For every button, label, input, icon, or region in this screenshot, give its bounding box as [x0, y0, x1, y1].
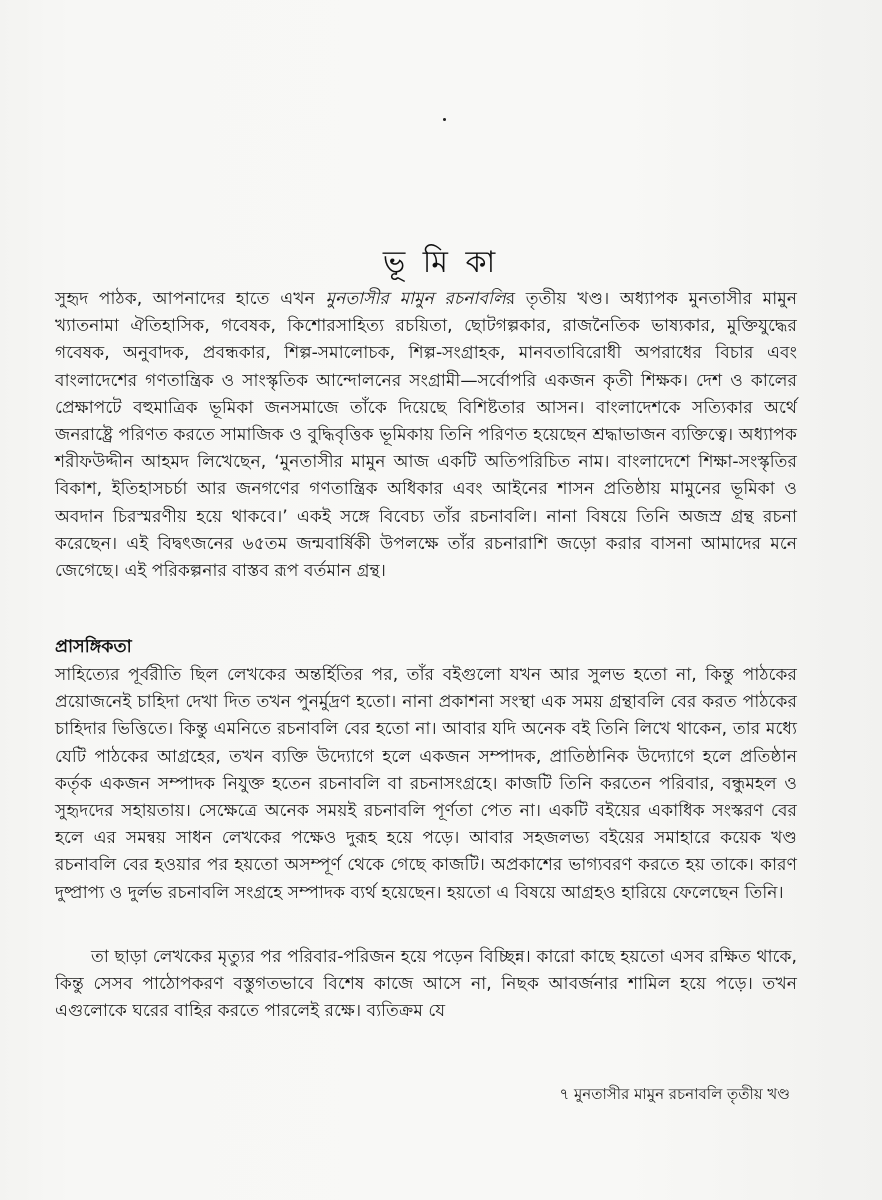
book-title-italic: মুনতাসীর মামুন রচনাবলি [325, 289, 506, 309]
intro-text-rest: র তৃতীয় খণ্ড। অধ্যাপক মুনতাসীর মামুন খ্যাতনামা ঐতিহাসিক, গবেষক, কিশোরসাহিত্য রচয়িতা, ছোটগল্পকার, রাজনৈতিক ভাষ্যকার, মুক্তিযুদ্ধের গবেষক, অনুবাদক, প্রবন্ধকার, শিল্প-সমালোচক, শিল্প-সংগ্রাহক, মানবতাবিরোধী অপরাধের বিচার এবং বাংলাদেশের গণতান্ত্রিক ও সাংস্কৃতিক আন্দোলনের সংগ্রামী—সর্বোপরি একজন কৃতী শিক্ষক। দেশ ও কালের প্রেক্ষাপটে বহুমাত্রিক ভূমিকা জনসমাজে তাঁকে দিয়েছে বিশিষ্টতার আসন। বাংলাদেশকে সত্যিকার অর্থে জনরাষ্ট্রে পরিণত করতে সামাজিক ও বুদ্ধিবৃত্তিক ভূমিকায় তিনি পরিণত হয়েছেন শ্রদ্ধাভাজন ব্যক্তিত্বে। অধ্যাপক শরীফউদ্দীন আহমদ লিখেছেন, ‘মুনতাসীর মামুন আজ একটি অতিপরিচিত নাম। বাংলাদেশে শিক্ষা-সংস্কৃতির বিকাশ, ইতিহাসচর্চা আর জনগণের গণতান্ত্রিক অধিকার এবং আইনের শাসন প্রতিষ্ঠায় মামুনের ভূমিকা ও অবদান চিরস্মরণীয় হয়ে থাকবে।’ একই সঙ্গে বিবেচ্য তাঁর রচনাবলি। নানা বিষয়ে তিনি অজস্র গ্রন্থ রচনা করেছেন। এই বিদ্বৎজনের ৬৫তম জন্মবার্ষিকী উপলক্ষে তাঁর রচনারাশি জড়ো করার বাসনা আমাদের মনে জেগেছে। এই পরিকল্পনার বাস্তব রূপ বর্তমান গ্রন্থ। [55, 289, 798, 582]
next-paragraph: তা ছাড়া লেখকের মৃত্যুর পর পরিবার-পরিজন হয়ে পড়েন বিচ্ছিন্ন। কারো কাছে হয়তো এসব রক্ষিত থাকে, কিন্তু সেসব পাঠোপকরণ বস্তুগতভাবে বিশেষ কাজে আসে না, নিছক আবর্জনার শামিল হয়ে পড়ে। তখন এগুলোকে ঘরের বাহির করতে পারলেই রক্ষে। ব্যতিক্রম যে [55, 947, 797, 1022]
section-heading: প্রাসঙ্গিকতা [55, 637, 132, 657]
intro-text-start: সুহৃদ পাঠক, আপনাদের হাতে এখন [55, 289, 326, 309]
ink-dot [443, 118, 446, 121]
page-title: ভূ মি কা [382, 245, 500, 280]
section-paragraph: সাহিত্যের পূর্বরীতি ছিল লেখকের অন্তর্হিতির পর, তাঁর বইগুলো যখন আর সুলভ হতো না, কিন্তু পাঠকের প্রয়োজনেই চাহিদা দেখা দিত তখন পুনর্মুদ্রণ হতো। নানা প্রকাশনা সংস্থা এক সময় গ্রন্থাবলি বের করত পাঠকের চাহিদার ভিত্তিতে। কিন্তু এমনিতে রচনাবলি বের হতো না। আবার যদি অনেক বই তিনি লিখে থাকেন, তার মধ্যে যেটি পাঠকের আগ্রহের, তখন ব্যক্তি উদ্যোগে হলে একজন সম্পাদক, প্রাতিষ্ঠানিক উদ্যোগে হলে প্রতিষ্ঠান কর্তৃক একজন সম্পাদক নিযুক্ত হতেন রচনাবলি বা রচনাসংগ্রহে। কাজটি তিনি করতেন পরিবার, বন্ধুমহল ও সুহৃদদের সহায়তায়। সেক্ষেত্রে অনেক সময়ই রচনাবলি পূর্ণতা পেত না। একটি বইয়ের একাধিক সংস্করণ বের হলে এর সমন্বয় সাধন লেখকের পক্ষেও দুরূহ হয়ে পড়ে। আবার সহজলভ্য বইয়ের সমাহারে কয়েক খণ্ড রচনাবলি বের হওয়ার পর হয়তো অসম্পূর্ণ থেকে গেছে কাজটি। অপ্রকাশের ভাগ্যবরণ করতে হয় তাকে। কারণ দুষ্প্রাপ্য ও দুর্লভ রচনাবলি সংগ্রহে সম্পাদক ব্যর্থ হয়েছেন। হয়তো এ বিষয়ে আগ্রহও হারিয়ে ফেলেছেন তিনি। [55, 665, 797, 903]
intro-paragraph [55, 286, 797, 585]
page-footer: ৭ মুনতাসীর মামুন রচনাবলি তৃতীয় খণ্ড [559, 1085, 790, 1103]
